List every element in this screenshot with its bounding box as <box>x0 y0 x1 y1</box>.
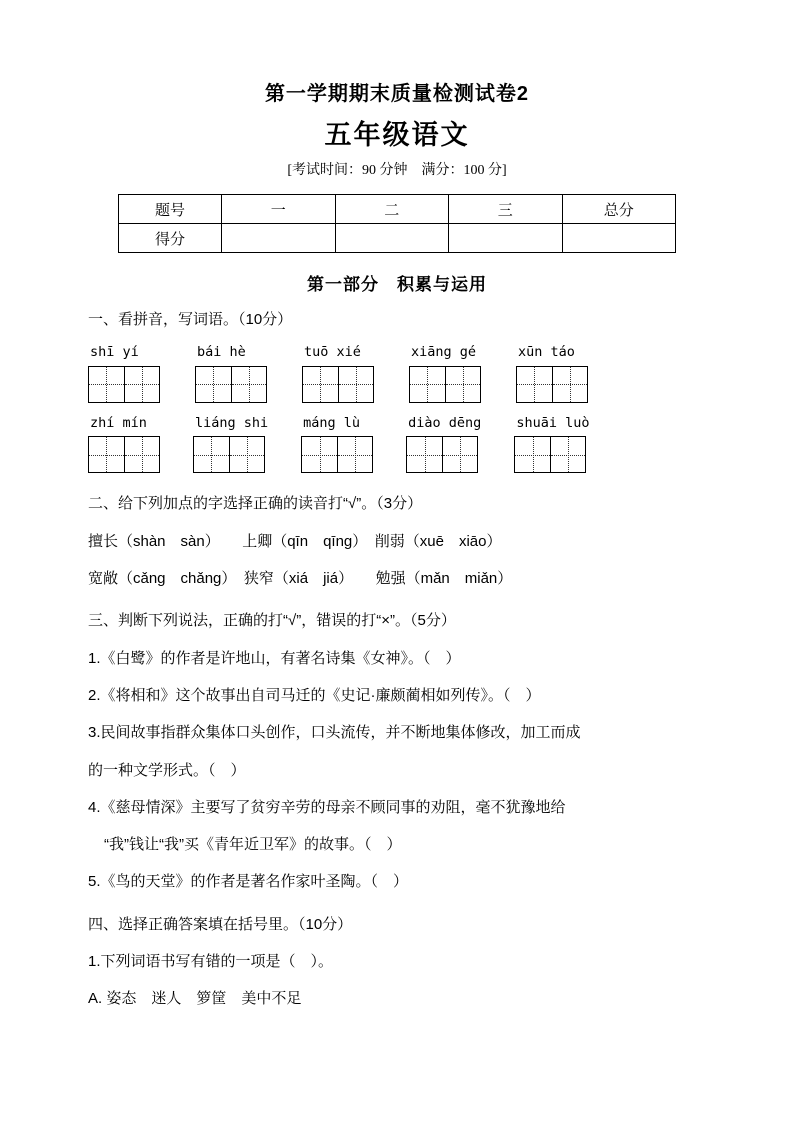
pinyin-item <box>409 345 481 403</box>
section-4-item-1: 1.下列词语书写有错的一项是（ ）。 <box>88 953 334 971</box>
section-2-heading: 二、给下列加点的字选择正确的读音打“√”。（3分） <box>88 495 423 513</box>
tianzige-box[interactable] <box>409 366 481 403</box>
tianzige-cell[interactable] <box>442 437 477 472</box>
section-4 <box>88 914 714 1011</box>
section-1 <box>88 309 714 473</box>
pinyin-item <box>516 345 588 403</box>
tianzige-box[interactable] <box>302 366 374 403</box>
pinyin-label: xūn táo <box>518 343 575 360</box>
pinyin-label: diào dēng <box>408 414 482 431</box>
tianzige-cell[interactable] <box>231 367 266 402</box>
tianzige-cell[interactable] <box>196 367 231 402</box>
score-table-col-0: 一 <box>222 195 336 224</box>
tianzige-cell[interactable] <box>302 437 337 472</box>
section-3-heading: 三、判断下列说法，正确的打“√”，错误的打“×”。（5分） <box>88 612 456 630</box>
section-3-item-3-cont: 的一种文学形式。（ ） <box>88 761 246 779</box>
exam-body <box>0 295 794 1010</box>
section-3-item-2: 2.《将相和》这个故事出自司马迁的《史记·廉颇蔺相如列传》。（ ） <box>88 687 541 705</box>
pinyin-item <box>88 345 160 403</box>
tianzige-cell[interactable] <box>229 437 264 472</box>
section-3-item-3: 3.民间故事指群众集体口头创作，口头流传，并不断地集体修改，加工而成 <box>88 724 581 742</box>
pinyin-grid-row-1 <box>88 345 714 403</box>
pinyin-item <box>406 416 481 474</box>
pinyin-label: máng lù <box>303 414 361 431</box>
section-3 <box>88 610 714 893</box>
tianzige-box[interactable] <box>193 436 265 473</box>
pinyin-label: zhí mín <box>90 414 147 431</box>
pinyin-label: tuō xié <box>304 343 361 360</box>
pinyin-item <box>301 416 373 474</box>
score-table-col-2: 三 <box>449 195 563 224</box>
score-cell-3[interactable] <box>562 224 676 253</box>
score-table-row-label-0: 题号 <box>119 195 222 224</box>
tianzige-cell[interactable] <box>194 437 229 472</box>
score-cell-0[interactable] <box>222 224 336 253</box>
tianzige-cell[interactable] <box>445 367 480 402</box>
section-2-line-1: 擅长（shàn sàn） 上卿（qīn qīng） 削弱（xuē xiāo） <box>88 532 502 550</box>
score-table-row-label-1: 得分 <box>119 224 222 253</box>
pinyin-item <box>302 345 374 403</box>
score-table-col-1: 二 <box>335 195 449 224</box>
section-4-option-a: A. 姿态 迷人 箩筐 美中不足 <box>88 990 302 1008</box>
pinyin-label: liáng shi <box>195 414 269 431</box>
tianzige-box[interactable] <box>516 366 588 403</box>
section-4-heading: 四、选择正确答案填在括号里。（10分） <box>88 915 353 933</box>
subject-title: 五年级语文 <box>324 120 470 150</box>
pinyin-item <box>193 416 268 474</box>
tianzige-box[interactable] <box>406 436 478 473</box>
tianzige-cell[interactable] <box>515 437 550 472</box>
tianzige-box[interactable] <box>88 366 160 403</box>
part-heading: 第一部分 积累与运用 <box>307 275 487 295</box>
pinyin-item <box>514 416 589 474</box>
tianzige-cell[interactable] <box>517 367 552 402</box>
tianzige-box[interactable] <box>514 436 586 473</box>
tianzige-cell[interactable] <box>303 367 338 402</box>
score-cell-1[interactable] <box>335 224 449 253</box>
section-2 <box>88 493 714 590</box>
pinyin-label: xiāng gé <box>411 343 477 360</box>
tianzige-cell[interactable] <box>407 437 442 472</box>
tianzige-cell[interactable] <box>89 437 124 472</box>
pinyin-label: bái hè <box>197 343 246 360</box>
section-3-item-4-cont: “我”钱让“我”买《青年近卫军》的故事。（ ） <box>104 836 402 854</box>
tianzige-box[interactable] <box>195 366 267 403</box>
tianzige-cell[interactable] <box>338 367 373 402</box>
table-row <box>119 224 676 253</box>
pinyin-label: shuāi luò <box>516 414 590 431</box>
section-3-item-1: 1.《白鹭》的作者是许地山，有著名诗集《女神》。（ ） <box>88 649 461 667</box>
tianzige-cell[interactable] <box>337 437 372 472</box>
pinyin-grid-row-2 <box>88 416 714 474</box>
tianzige-box[interactable] <box>301 436 373 473</box>
exam-meta: [考试时间：90 分钟 满分：100 分] <box>287 163 507 179</box>
pinyin-label: shī yí <box>90 343 139 360</box>
page-title: 第一学期期末质量检测试卷2 <box>264 83 530 105</box>
section-3-item-4: 4.《慈母情深》主要写了贫穷辛劳的母亲不顾同事的劝阻，毫不犹豫地给 <box>88 798 566 816</box>
score-cell-2[interactable] <box>449 224 563 253</box>
score-table <box>118 194 676 253</box>
pinyin-item <box>88 416 160 474</box>
score-table-col-3: 总分 <box>562 195 676 224</box>
tianzige-cell[interactable] <box>124 367 159 402</box>
tianzige-cell[interactable] <box>552 367 587 402</box>
section-2-line-2: 宽敞（cǎng chǎng） 狭窄（xiá jiá） 勉强（mǎn miǎn） <box>88 570 513 588</box>
score-table-wrapper <box>118 194 676 253</box>
section-1-heading: 一、看拼音，写词语。（10分） <box>88 311 293 329</box>
section-3-item-5: 5.《鸟的天堂》的作者是著名作家叶圣陶。（ ） <box>88 873 409 891</box>
tianzige-cell[interactable] <box>410 367 445 402</box>
tianzige-cell[interactable] <box>89 367 124 402</box>
tianzige-cell[interactable] <box>124 437 159 472</box>
pinyin-item <box>195 345 267 403</box>
tianzige-box[interactable] <box>88 436 160 473</box>
table-row <box>119 195 676 224</box>
tianzige-cell[interactable] <box>550 437 585 472</box>
